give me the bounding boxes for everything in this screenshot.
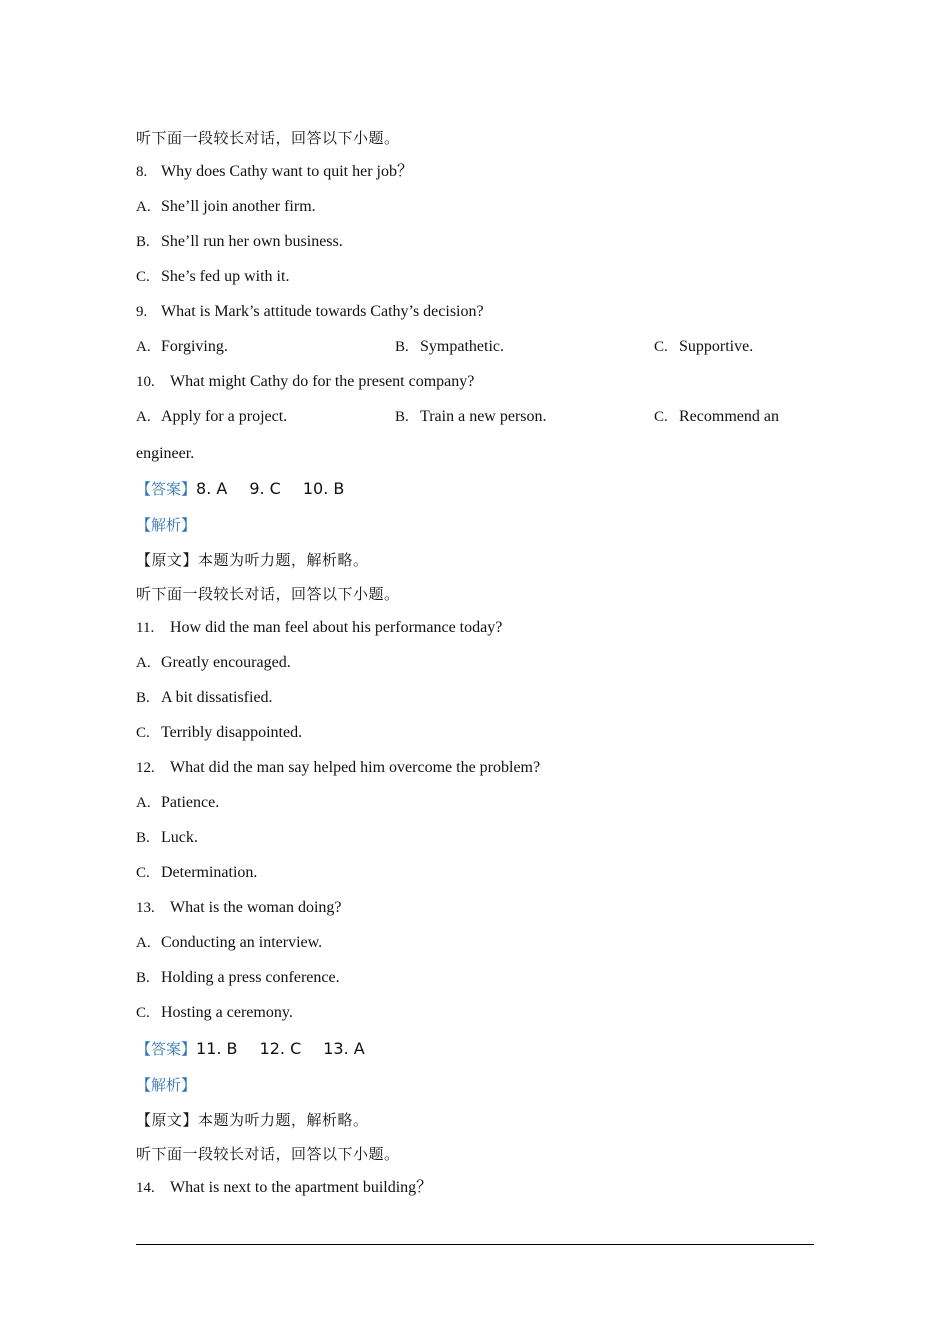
answer-value: 10. B <box>302 479 345 498</box>
answer-value: 9. C <box>249 479 281 498</box>
option-label: B. <box>136 970 150 986</box>
question-number: 8. <box>136 164 148 180</box>
option-label: C. <box>654 409 668 425</box>
option-9a <box>136 337 228 357</box>
option-text: A bit dissatisfied. <box>161 689 273 706</box>
question-text: What is next to the apartment building？ <box>170 1179 433 1196</box>
question-text: What is the woman doing? <box>170 899 342 916</box>
question-number: 14. <box>136 1180 155 1196</box>
option-label: B. <box>136 234 150 250</box>
question-number: 9. <box>136 304 148 320</box>
option-label: A. <box>136 409 151 425</box>
option-text: Hosting a ceremony. <box>161 1004 293 1021</box>
question-text: What is Mark’s attitude towards Cathy’s decision? <box>161 303 484 320</box>
question-text: How did the man feel about his performance today? <box>170 619 503 636</box>
question-10 <box>136 372 474 392</box>
option-13c <box>136 1003 293 1023</box>
answer-label: 【答案】 <box>136 480 197 498</box>
option-8a <box>136 197 316 217</box>
answer-value: 13. A <box>323 1039 365 1058</box>
option-10b <box>395 407 547 427</box>
analysis-label: 【解析】 <box>136 1076 197 1094</box>
option-8b <box>136 232 343 252</box>
option-label: B. <box>395 409 409 425</box>
option-11c <box>136 723 302 743</box>
option-label: C. <box>136 865 150 881</box>
option-text: Supportive. <box>679 338 754 355</box>
answer-values <box>196 479 366 498</box>
option-text: She’ll join another firm. <box>161 198 316 215</box>
option-9c <box>654 337 753 357</box>
section-intro: 听下面一段较长对话，回答以下小题。 <box>136 585 400 603</box>
option-12c <box>136 863 257 883</box>
option-11b <box>136 688 273 708</box>
question-number: 11. <box>136 620 155 636</box>
original-text-note: 【原文】本题为听力题，解析略。 <box>136 551 369 569</box>
answer-line <box>136 479 366 499</box>
option-text: Forgiving. <box>161 338 228 355</box>
answer-value: 12. C <box>259 1039 302 1058</box>
option-10c <box>654 407 779 427</box>
section-intro: 听下面一段较长对话，回答以下小题。 <box>136 129 400 147</box>
option-label: A. <box>136 655 151 671</box>
option-label: C. <box>136 269 150 285</box>
option-13b <box>136 968 340 988</box>
option-label: C. <box>136 1005 150 1021</box>
option-text: Apply for a project. <box>161 408 288 425</box>
option-label: C. <box>654 339 668 355</box>
option-label: A. <box>136 795 151 811</box>
question-text: What did the man say helped him overcome the problem? <box>170 759 541 776</box>
answer-label: 【答案】 <box>136 1040 197 1058</box>
option-text: Sympathetic. <box>420 338 504 355</box>
option-label: A. <box>136 339 151 355</box>
option-10a <box>136 407 287 427</box>
answer-line <box>136 1039 387 1059</box>
option-13a <box>136 933 322 953</box>
option-text: Determination. <box>161 864 258 881</box>
answer-value: 11. B <box>196 1039 238 1058</box>
option-label: B. <box>395 339 409 355</box>
question-8 <box>136 162 413 182</box>
option-text: Recommend an <box>679 408 779 425</box>
option-11a <box>136 653 291 673</box>
option-9b <box>395 337 504 357</box>
question-13 <box>136 898 342 918</box>
option-label: A. <box>136 199 151 215</box>
analysis-label: 【解析】 <box>136 516 197 534</box>
option-10c-wrap: engineer. <box>136 445 195 462</box>
question-number: 12. <box>136 760 155 776</box>
original-text-note: 【原文】本题为听力题，解析略。 <box>136 1111 369 1129</box>
question-number: 13. <box>136 900 155 916</box>
option-text: Greatly encouraged. <box>161 654 291 671</box>
question-9 <box>136 302 484 322</box>
question-number: 10. <box>136 374 155 390</box>
option-12b <box>136 828 198 848</box>
question-14 <box>136 1178 432 1198</box>
option-12a <box>136 793 219 813</box>
option-text: Holding a press conference. <box>161 969 340 986</box>
option-text: Terribly disappointed. <box>161 724 303 741</box>
question-text: What might Cathy do for the present company? <box>170 373 475 390</box>
option-text: Train a new person. <box>420 408 547 425</box>
option-label: C. <box>136 725 150 741</box>
question-11 <box>136 618 502 638</box>
section-intro: 听下面一段较长对话，回答以下小题。 <box>136 1145 400 1163</box>
answer-value: 8. A <box>196 479 228 498</box>
question-text: Why does Cathy want to quit her job？ <box>161 163 413 180</box>
answer-values <box>196 1039 387 1058</box>
option-text: Luck. <box>161 829 198 846</box>
question-12 <box>136 758 540 778</box>
option-8c <box>136 267 289 287</box>
option-text: Patience. <box>161 794 220 811</box>
option-label: B. <box>136 690 150 706</box>
option-text: She’ll run her own business. <box>161 233 343 250</box>
option-label: A. <box>136 935 151 951</box>
option-text: Conducting an interview. <box>161 934 323 951</box>
option-label: B. <box>136 830 150 846</box>
footer-divider <box>136 1244 814 1245</box>
option-text: She’s fed up with it. <box>161 268 290 285</box>
